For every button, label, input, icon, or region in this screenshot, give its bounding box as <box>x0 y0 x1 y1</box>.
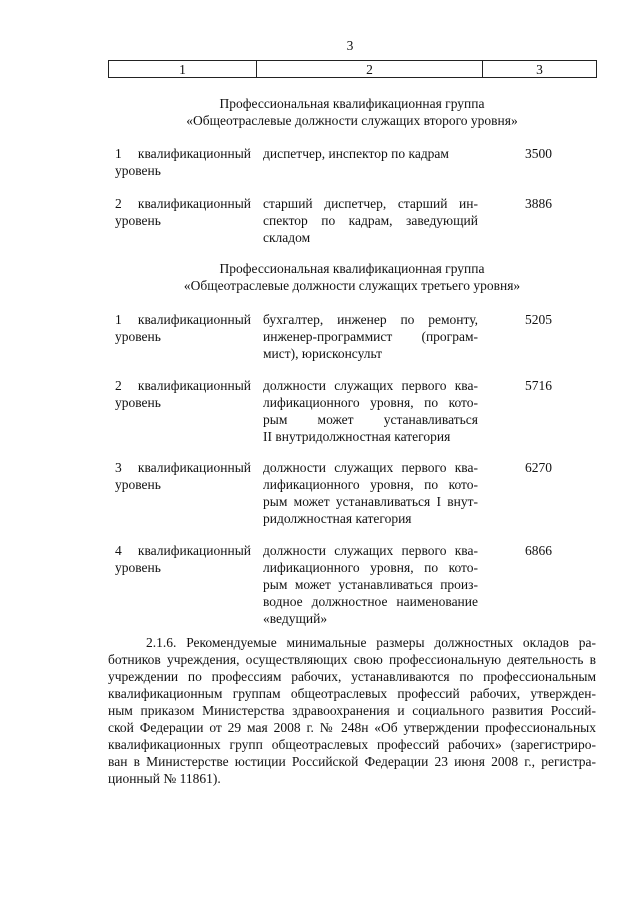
level-tail: уровень <box>115 213 161 228</box>
level-number: 4 <box>115 543 122 558</box>
description-line: лификационного уровня, по кото- <box>263 477 478 492</box>
page-number: 3 <box>346 38 354 53</box>
paragraph-line: ботников учреждения, осуществляющих свою профессиональную деятельность в <box>108 652 596 667</box>
paragraph-line: квалификационных групп общеотраслевых профессий рабочих» (зарегистриро- <box>108 737 596 752</box>
level-cell <box>115 542 251 576</box>
salary-value: 5716 <box>525 378 552 393</box>
description-cell <box>263 377 478 445</box>
level-tail: уровень <box>115 163 161 178</box>
level-word: квалификационный <box>137 312 251 327</box>
description-line: инженер-программист (програм- <box>263 329 478 344</box>
paragraph-line: 2.1.6. Рекомендуемые минимальные размеры должностных окладов ра- <box>146 635 596 650</box>
salary-value: 3886 <box>525 196 552 211</box>
description-line: диспетчер, инспектор по кадрам <box>263 146 449 161</box>
salary-value: 6270 <box>525 460 552 475</box>
paragraph-line: ным приказом Министерства здравоохранения и социального развития Россий- <box>108 703 596 718</box>
description-line: мист), юрисконсульт <box>263 346 383 361</box>
description-line: лификационного уровня, по кото- <box>263 560 478 575</box>
description-line: должности служащих первого ква- <box>263 543 478 558</box>
level-cell <box>115 459 251 493</box>
paragraph-line: ван в Министерстве юстиции Российской Федерации 23 июня 2008 г., регистра- <box>108 754 596 769</box>
description-line: должности служащих первого ква- <box>263 378 478 393</box>
description-cell <box>263 459 478 527</box>
group-title-line2: «Общеотраслевые должности служащих второго уровня» <box>186 113 518 128</box>
description-cell <box>263 145 478 162</box>
level-number: 2 <box>115 378 122 393</box>
level-tail: уровень <box>115 477 161 492</box>
description-line: складом <box>263 230 311 245</box>
description-line: спектор по кадрам, заведующий <box>263 213 478 228</box>
description-line: должности служащих первого ква- <box>263 460 478 475</box>
paragraph-line: квалификационным группам общеотраслевых профессий рабочих, утвержден- <box>108 686 596 701</box>
level-number: 3 <box>115 460 122 475</box>
level-cell <box>115 377 251 411</box>
group-title-line1: Профессиональная квалификационная группа <box>219 261 485 276</box>
description-line: водное должностное наименование <box>263 594 478 609</box>
level-cell <box>115 195 251 229</box>
paragraph-2-1-6 <box>108 634 596 787</box>
level-tail: уровень <box>115 329 161 344</box>
description-line: рым может устанавливаться I внут- <box>263 494 478 509</box>
description-line: II внутридолжностная категория <box>263 429 451 444</box>
description-line: рым может устанавливаться произ- <box>263 577 478 592</box>
description-cell <box>263 195 478 246</box>
level-word: квалификационный <box>137 146 251 161</box>
group-title-line1: Профессиональная квалификационная группа <box>219 96 485 111</box>
description-line: ридолжностная категория <box>263 511 412 526</box>
salary-value: 5205 <box>525 312 552 327</box>
table-header <box>108 60 597 78</box>
paragraph-line: ционный № 11861). <box>108 771 221 786</box>
level-word: квалификационный <box>137 196 251 211</box>
description-line: «ведущий» <box>263 611 328 626</box>
level-cell <box>115 145 251 179</box>
salary-value: 3500 <box>525 146 552 161</box>
level-word: квалификационный <box>137 460 251 475</box>
level-tail: уровень <box>115 395 161 410</box>
group-title <box>108 95 596 129</box>
level-word: квалификационный <box>137 543 251 558</box>
description-line: лификационного уровня, по кото- <box>263 395 478 410</box>
group-title <box>108 260 596 294</box>
level-number: 1 <box>115 312 122 327</box>
description-line: старший диспетчер, старший ин- <box>263 196 478 211</box>
paragraph-line: ской Федерации от 29 мая 2008 г. № 248н «Об утверждении профессиональных <box>108 720 596 735</box>
table-header-col-2: 2 <box>257 61 483 78</box>
salary-value: 6866 <box>525 543 552 558</box>
group-title-line2: «Общеотраслевые должности служащих третьего уровня» <box>183 278 521 293</box>
description-cell <box>263 542 478 627</box>
description-line: рым может устанавливаться <box>263 412 478 427</box>
paragraph-line: учреждении по профессиям рабочих, устанавливаются по профессиональным <box>108 669 596 684</box>
description-line: бухгалтер, инженер по ремонту, <box>263 312 478 327</box>
level-word: квалификационный <box>137 378 251 393</box>
level-number: 2 <box>115 196 122 211</box>
table-header-col-3: 3 <box>483 61 597 78</box>
level-tail: уровень <box>115 560 161 575</box>
level-cell <box>115 311 251 345</box>
description-cell <box>263 311 478 362</box>
table-header-col-1: 1 <box>109 61 257 78</box>
level-number: 1 <box>115 146 122 161</box>
